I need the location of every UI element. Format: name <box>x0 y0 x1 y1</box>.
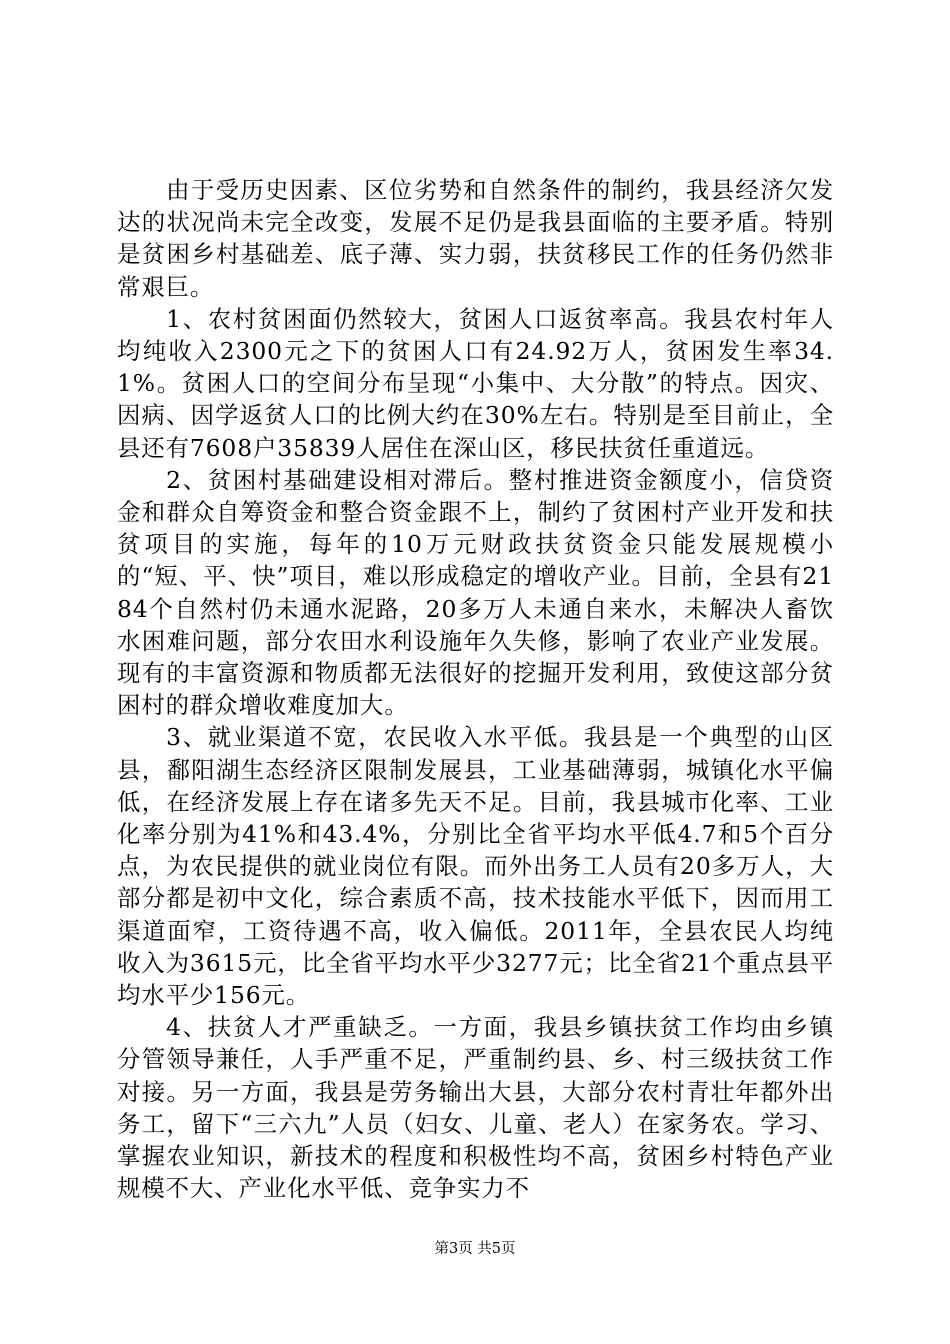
paragraph-point-4: 4、扶贫人才严重缺乏。一方面，我县乡镇扶贫工作均由乡镇分管领导兼任，人手严重不足，严重制约县、乡、村三级扶贫工作对接。另一方面，我县是劳务输出大县，大部分农村青壮年都外出务工，留下“三六九”人员（妇女、儿童、老人）在家务农。学习、掌握农业知识，新技术的程度和积极性均不高，贫困乡村特色产业规模不大、产业化水平低、竞争实力不 <box>117 1013 834 1203</box>
document-body <box>117 174 834 1205</box>
paragraph-point-1: 1、农村贫困面仍然较大，贫困人口返贫率高。我县农村年人均纯收入2300元之下的贫困人口有24.92万人，贫困发生率34.1%。贫困人口的空间分布呈现“小集中、大分散”的特点。因灾、因病、因学返贫人口的比例大约在30%左右。特别是至目前止，全县还有7608户35839人居住在深山区，移民扶贫任重道远。 <box>117 304 834 462</box>
page-number-footer: 第3页 共5页 <box>434 1241 516 1257</box>
paragraph-intro: 由于受历史因素、区位劣势和自然条件的制约，我县经济欠发达的状况尚未完全改变，发展不足仍是我县面临的主要矛盾。特别是贫困乡村基础差、底子薄、实力弱，扶贫移民工作的任务仍然非常艰巨。 <box>117 176 834 301</box>
paragraph-point-2: 2、贫困村基础建设相对滞后。整村推进资金额度小，信贷资金和群众自筹资金和整合资金跟不上，制约了贫困村产业开发和扶贫项目的实施，每年的10万元财政扶贫资金只能发展规模小的“短、平、快”项目，难以形成稳定的增收产业。目前，全县有2184个自然村仍未通水泥路，20多万人未通自来水，未解决人畜饮水困难问题，部分农田水利设施年久失修，影响了农业产业发展。现有的丰富资源和物质都无法很好的挖掘开发利用，致使这部分贫困村的群众增收难度加大。 <box>117 465 834 720</box>
paragraph-point-3: 3、就业渠道不宽，农民收入水平低。我县是一个典型的山区县，鄱阳湖生态经济区限制发展县，工业基础薄弱，城镇化水平偏低，在经济发展上存在诸多先天不足。目前，我县城市化率、工业化率分别为41%和43.4%，分别比全省平均水平低4.7和5个百分点，为农民提供的就业岗位有限。而外出务工人员有20多万人，大部分都是初中文化，综合素质不高，技术技能水平低下，因而用工渠道面窄，工资待遇不高，收入偏低。2011年，全县农民人均纯收入为3615元，比全省平均水平少3277元；比全省21个重点县平均水平少156元。 <box>117 723 834 1010</box>
